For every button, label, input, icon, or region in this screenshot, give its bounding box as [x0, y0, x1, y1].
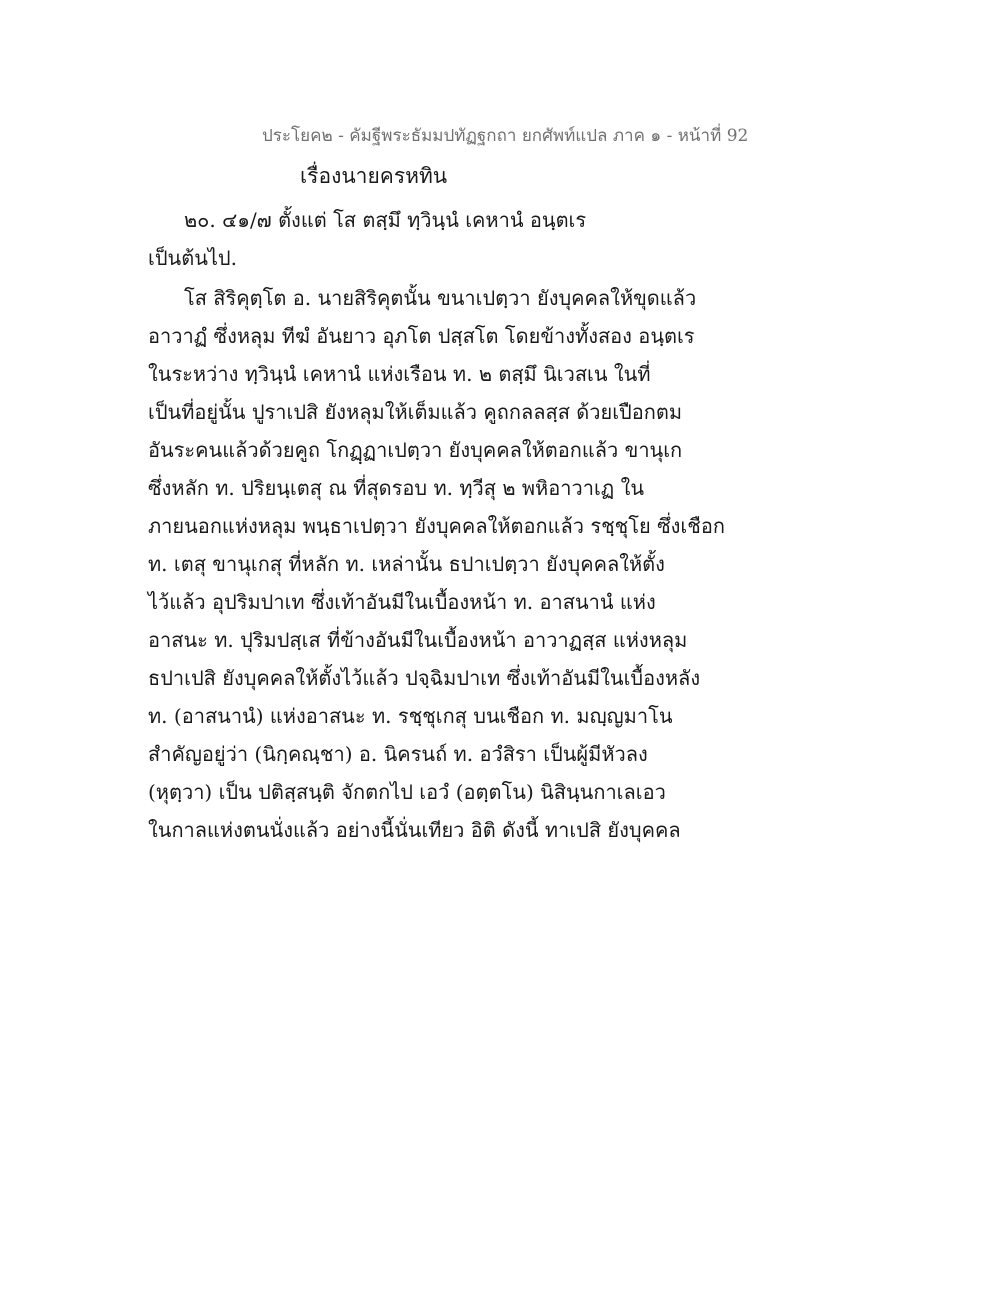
paragraph-line: เป็นที่อยู่นั้น ปูราเปสิ ยังหลุมให้เต็มแล้ว คูถกลลสฺส ด้วยเปือกตม — [148, 400, 683, 424]
paragraph-line: อันระคนแล้วด้วยคูถ โกฏฺฏาเปตฺวา ยังบุคคลให้ตอกแล้ว ขานุเก — [148, 438, 683, 462]
paragraph-line: ในกาลแห่งตนนั่งแล้ว อย่างนี้นั่นเทียว อิติ ดังนี้ ทาเปสิ ยังบุคคล — [148, 818, 681, 842]
paragraph-line: ธปาเปสิ ยังบุคคลให้ตั้งไว้แล้ว ปจฺฉิมปาเท ซึ่งเท้าอันมีในเบื้องหลัง — [148, 666, 701, 690]
paragraph-line: ซึ่งหลัก ท. ปริยนฺเตสุ ณ ที่สุดรอบ ท. ทฺวีสุ ๒ พหิอาวาเฏ ใน — [148, 476, 645, 500]
paragraph-line: ๒๐. ๔๑/๗ ตั้งแต่ โส ตสฺมึ ทฺวินฺนํ เคหานํ อนฺตเร — [184, 208, 587, 232]
paragraph-line: โส สิริคุตฺโต อ. นายสิริคุตนั้น ขนาเปตฺวา ยังบุคคลให้ขุดแล้ว — [184, 286, 697, 310]
paragraph-line: ท. เตสุ ขานุเกสุ ที่หลัก ท. เหล่านั้น ธปาเปตฺวา ยังบุคคลให้ตั้ง — [148, 552, 665, 576]
paragraph-line: ไว้แล้ว อุปริมปาเท ซึ่งเท้าอันมีในเบื้องหน้า ท. อาสนานํ แห่ง — [148, 590, 656, 614]
section-title: เรื่องนายครหทิน — [300, 164, 448, 188]
paragraph-line: สำคัญอยู่ว่า (นิกฺคณฺชา) อ. นิครนถ์ ท. อวํสิรา เป็นผู้มีหัวลง — [148, 742, 648, 766]
paragraph-line: ในระหว่าง ทฺวินฺนํ เคหานํ แห่งเรือน ท. ๒ ตสฺมึ นิเวสเน ในที่ — [148, 362, 651, 386]
running-header: ประโยค๒ - คัมฐีพระธัมมปทัฏฐกถา ยกศัพท์แปล ภาค ๑ - หน้าที่ 92 — [262, 126, 749, 146]
paragraph-line: อาวาฏํ ซึ่งหลุม ทีฆํ อันยาว อุภโต ปสฺสโต โดยข้างทั้งสอง อนฺตเร — [148, 324, 695, 348]
paragraph-line: อาสนะ ท. ปุริมปสฺเส ที่ข้างอันมีในเบื้องหน้า อาวาฏสฺส แห่งหลุม — [148, 628, 688, 652]
paragraph-line: ท. (อาสนานํ) แห่งอาสนะ ท. รชฺชุเกสุ บนเชือก ท. มญฺญมาโน — [148, 704, 673, 728]
paragraph-line: ภายนอกแห่งหลุม พนฺธาเปตฺวา ยังบุคคลให้ตอกแล้ว รชฺชุโย ซึ่งเชือก — [148, 514, 725, 538]
paragraph-line: เป็นต้นไป. — [148, 246, 237, 270]
paragraph-line: (หุตฺวา) เป็น ปติสฺสนฺติ จักตกไป เอวํ (อตฺตโน) นิสินฺนกาเลเอว — [148, 780, 666, 804]
